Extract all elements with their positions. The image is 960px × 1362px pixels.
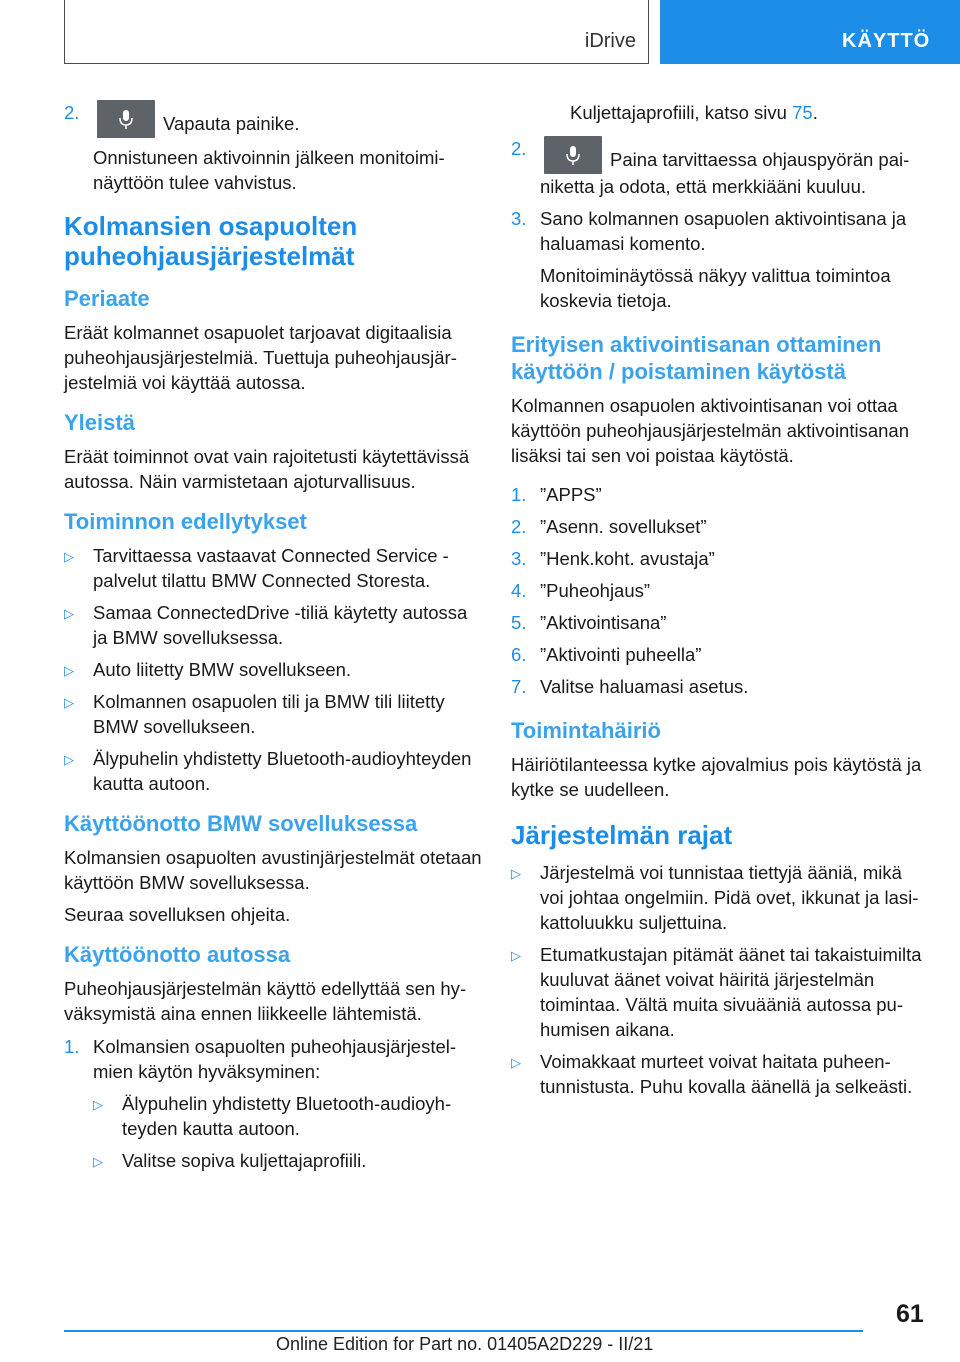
page-number: 61 xyxy=(896,1300,924,1328)
heading-wake-word: Erityisen aktivointisanan ottaminen käyttöön / poistaminen käytöstä xyxy=(511,332,882,384)
step-1-sublist xyxy=(93,1091,484,1173)
step-number: 1. xyxy=(64,1036,80,1057)
requirements-list xyxy=(64,543,484,796)
step-text: Kolmansien osapuolten puheohjausjärjestelmien käytön hyväksyminen: xyxy=(93,1036,457,1082)
list-item: ▷ Voimakkaat murteet voivat haitata puheentunnistusta. Puhu kovalla äänellä ja selkeästi. xyxy=(511,1051,913,1097)
voice-button-image xyxy=(544,136,602,174)
list-item: ▷ Etumatkustajan pitämät äänet tai takaistuimilta kuuluvat äänet voivat häiritä järjestelmän toimintaa. Vältä muita sivuääniä autossa puhumisen aikana. xyxy=(511,944,922,1040)
step-text: Sano kolmannen osapuolen aktivointisana ja haluamasi komento. xyxy=(540,208,907,254)
triangle-icon: ▷ xyxy=(64,606,74,621)
heading-malfunction: Toimintahäiriö xyxy=(511,718,661,743)
list-item: 6. ”Aktivointi puheella” xyxy=(511,644,702,665)
wake-word-steps xyxy=(511,482,926,699)
list-item: 2. ”Asenn. sovellukset” xyxy=(511,516,707,537)
triangle-icon: ▷ xyxy=(511,866,521,881)
heading-system-limits: Järjestelmän rajat xyxy=(511,820,733,850)
step-1-approve xyxy=(64,1034,484,1084)
setup-car-text: Puheohjausjärjestelmän käyttö edellyttää sen hyväksymistä aina ennen liikkeelle lähtemistä. xyxy=(64,978,467,1024)
list-item: ▷ Samaa ConnectedDrive -tiliä käytetty autossa ja BMW sovelluksessa. xyxy=(64,602,468,648)
step-number: 3. xyxy=(511,208,527,229)
list-item: ▷ Valitse sopiva kuljettajaprofiili. xyxy=(93,1148,484,1173)
principle-text: Eräät kolmannet osapuolet tarjoavat digitaalisia puheohjausjärjestelmiä. Tuettuja puheohjausjärjestelmiä voi käyttää autossa. xyxy=(64,322,457,393)
header-section-box xyxy=(64,0,649,64)
list-item: ▷ Tarvittaessa vastaavat Connected Service -palvelut tilattu BMW Connected Storesta. xyxy=(64,545,449,591)
heading-requirements: Toiminnon edellytykset xyxy=(64,509,307,534)
step-follow-text: Onnistuneen aktivoinnin jälkeen monitoiminäyttöön tulee vahvistus. xyxy=(93,147,445,193)
triangle-icon: ▷ xyxy=(511,1055,521,1070)
step-2-press xyxy=(511,136,926,199)
step-2-release xyxy=(64,100,484,195)
voice-button-image xyxy=(97,100,155,138)
step-text: Vapauta painike. xyxy=(163,113,300,134)
list-item: 4. ”Puheohjaus” xyxy=(511,580,651,601)
left-column xyxy=(64,100,484,1180)
triangle-icon: ▷ xyxy=(511,948,521,963)
step-3-say xyxy=(511,206,926,313)
step-number: 2. xyxy=(511,138,527,159)
heading-setup-app: Käyttöönotto BMW sovelluksessa xyxy=(64,811,418,836)
setup-app-text-2: Seuraa sovelluksen ohjeita. xyxy=(64,904,291,925)
malfunction-text: Häiriötilanteessa kytke ajovalmius pois käytöstä ja kytke se uudelleen. xyxy=(511,754,922,800)
list-item: 1. ”APPS” xyxy=(511,484,602,505)
header-chapter-tab xyxy=(660,0,960,64)
wake-word-text: Kolmannen osapuolen aktivointisanan voi ottaa käyttöön puheohjausjärjestelmän aktivointisanan lisäksi tai sen voi poistaa käytöstä. xyxy=(511,395,910,466)
header-chapter: KÄYTTÖ xyxy=(842,30,931,52)
right-column xyxy=(511,100,926,1106)
list-item: ▷ Älypuhelin yhdistetty Bluetooth-audioyhteyden kautta autoon. xyxy=(93,1093,452,1139)
list-item: 5. ”Aktivointisana” xyxy=(511,612,667,633)
heading-setup-car: Käyttöönotto autossa xyxy=(64,942,291,967)
heading-principle: Periaate xyxy=(64,286,150,311)
list-item: ▷ Kolmannen osapuolen tili ja BMW tili liitetty BMW sovellukseen. xyxy=(64,691,445,737)
step-follow-text: Monitoiminäytössä näkyy valittua toimintoa koskevia tietoja. xyxy=(540,265,891,311)
heading-third-party-voice: Kolmansien osapuolten puheohjausjärjestelmät xyxy=(64,211,358,271)
footer-edition: Online Edition for Part no. 01405A2D229 - II/21 xyxy=(276,1334,654,1354)
triangle-icon: ▷ xyxy=(93,1097,103,1112)
triangle-icon: ▷ xyxy=(64,549,74,564)
limits-list xyxy=(511,860,926,1099)
microphone-icon xyxy=(119,110,133,130)
header-section: iDrive xyxy=(584,30,636,52)
list-item: ▷ Älypuhelin yhdistetty Bluetooth-audioyhteyden kautta autoon. xyxy=(64,748,472,794)
microphone-icon xyxy=(566,146,580,166)
list-item: 3. ”Henk.koht. avustaja” xyxy=(511,548,715,569)
setup-app-text: Kolmansien osapuolten avustinjärjestelmät otetaan käyttöön BMW sovelluksessa. xyxy=(64,847,482,893)
page-link[interactable]: 75 xyxy=(792,102,813,123)
triangle-icon: ▷ xyxy=(64,752,74,767)
triangle-icon: ▷ xyxy=(64,695,74,710)
heading-general: Yleistä xyxy=(64,410,135,435)
triangle-icon: ▷ xyxy=(93,1154,103,1169)
step-number: 2. xyxy=(64,102,80,123)
general-text: Eräät toiminnot ovat vain rajoitetusti käytettävissä autossa. Näin varmistetaan ajoturvallisuus. xyxy=(64,446,470,492)
list-item: ▷ Järjestelmä voi tunnistaa tiettyjä ääniä, mikä voi johtaa ongelmiin. Pidä ovet, ikkunat ja lasikattoluukku suljettuina. xyxy=(511,862,919,933)
step-text: Paina tarvittaessa ohjauspyörän painiketta ja odota, että merkkiääni kuuluu. xyxy=(540,149,910,197)
triangle-icon: ▷ xyxy=(64,663,74,678)
profile-reference: Kuljettajaprofiili, katso sivu 75. xyxy=(570,102,818,123)
footer-divider xyxy=(64,1330,863,1332)
list-item: ▷ Auto liitetty BMW sovellukseen. xyxy=(64,657,484,682)
list-item: 7. Valitse haluamasi asetus. xyxy=(511,676,749,697)
